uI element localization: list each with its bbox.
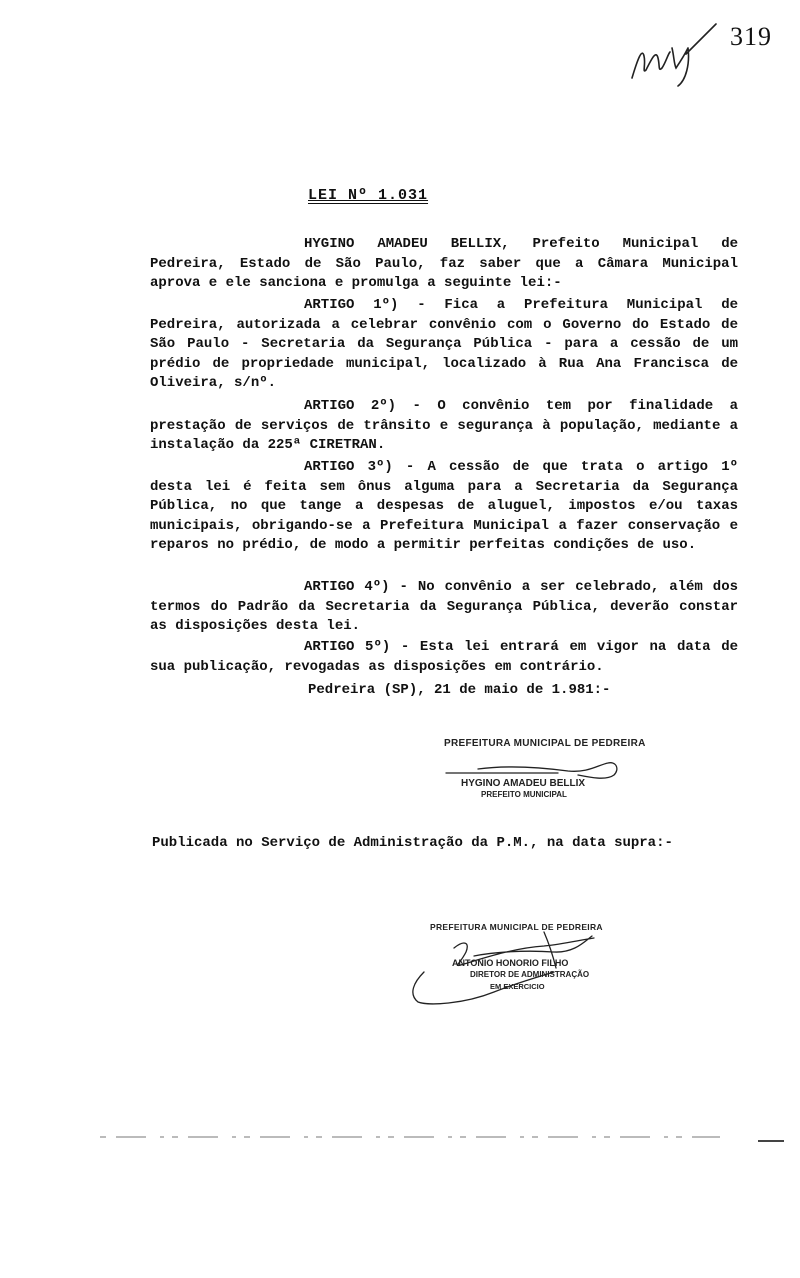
article-4: ARTIGO 4º) - No convênio a ser celebrado, além dos termos do Padrão da Secretaria da Segurança Pública, deverão constar as disposições desta lei. (150, 579, 738, 634)
director-stamp-name: ANTONIO HONORIO FILHO (452, 958, 569, 968)
page-number: 319 (730, 22, 772, 51)
publication-note: Publicada no Serviço de Administração da P.M., na data supra:- (152, 835, 673, 851)
mayor-stamp-org: PREFEITURA MUNICIPAL DE PEDREIRA (444, 738, 646, 749)
mayor-stamp-name: HYGINO AMADEU BELLIX (461, 778, 586, 789)
director-stamp-title: DIRETOR DE ADMINISTRAÇÃO (470, 970, 590, 979)
mayor-signature (438, 755, 638, 795)
director-stamp-org: PREFEITURA MUNICIPAL DE PEDREIRA (430, 922, 603, 932)
article-5: ARTIGO 5º) - Esta lei entrará em vigor na data de sua publicação, revogadas as disposições em contrário. (150, 639, 738, 675)
director-stamp-subtitle: EM EXERCICIO (490, 982, 545, 991)
article-2: ARTIGO 2º) - O convênio tem por finalidade a prestação de serviços de trânsito e segurança à população, mediante a instalação da 225ª CIRETRAN. (150, 398, 738, 453)
mayor-stamp-title: PREFEITO MUNICIPAL (481, 790, 567, 799)
article-3: ARTIGO 3º) - A cessão de que trata o artigo 1º desta lei é feita sem ônus alguma para a Secretaria da Segurança Pública, no que tange a despesas de aluguel, impostos e/ou taxas municipais, obrigando-se a Prefeitura Municipal a fazer conservação e reparos no prédio, de modo a permitir perfeitas condições de uso. (150, 459, 738, 553)
article-1: ARTIGO 1º) - Fica a Prefeitura Municipal de Pedreira, autorizada a celebrar convênio com o Governo do Estado de São Paulo - Secretaria da Segurança Pública - para a cessão de um prédio de propriedade municipal, localizado à Rua Ana Francisca de Oliveira, s/nº. (150, 297, 738, 391)
scan-artifact-mark (758, 1140, 784, 1142)
handwritten-initials (628, 18, 720, 90)
scan-artifact-line (100, 1133, 720, 1141)
date-line: Pedreira (SP), 21 de maio de 1.981:- (308, 682, 611, 698)
law-title: LEI Nº 1.031 (308, 187, 429, 204)
intro-paragraph: HYGINO AMADEU BELLIX, Prefeito Municipal de Pedreira, Estado de São Paulo, faz saber que a Câmara Municipal aprova e ele sanciona e promulga a seguinte lei:- (150, 236, 738, 291)
